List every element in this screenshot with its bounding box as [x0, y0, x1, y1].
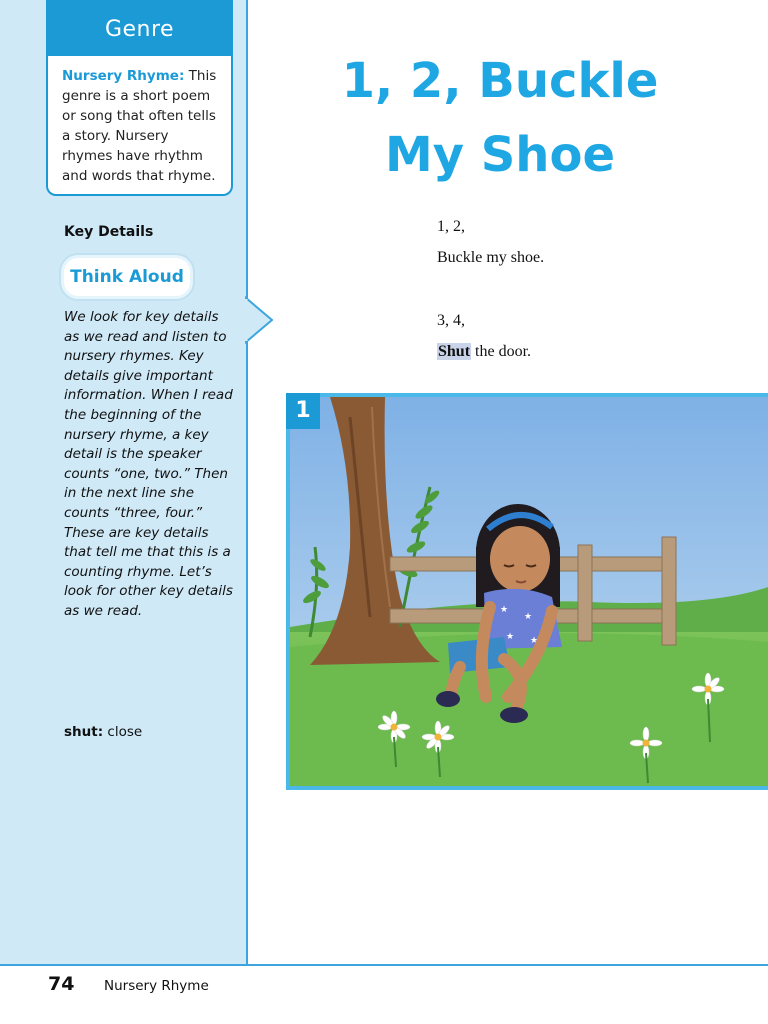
vocabulary-note: [64, 724, 142, 740]
title-line-1: 1, 2, Buckle: [341, 53, 659, 109]
page-title: [270, 44, 730, 192]
sidebar: [0, 0, 248, 965]
poem-line-2: Buckle my shoe.: [437, 249, 545, 266]
svg-text:★: ★: [530, 636, 539, 646]
think-aloud-text: We look for key details as we read and listen to nursery rhymes. Key details give important information. When I read the beginning of the nursery rhyme, a key detail is the speaker counts “one, two.” Then in the next line she counts “three, four.” These are key details that tell me that this is a counting rhyme. Let’s look for other key details as we read.: [64, 309, 233, 619]
vocabulary-term: shut:: [64, 724, 104, 740]
genre-definition: [48, 56, 231, 186]
footer-label: Nursery Rhyme: [104, 978, 209, 994]
genre-heading: Genre: [48, 0, 231, 56]
vocabulary-definition: close: [103, 724, 143, 740]
poem-line-4: [437, 343, 531, 361]
think-aloud-badge: Think Aloud: [64, 258, 190, 296]
genre-definition-text: This genre is a short poem or song that often tells a story. Nursery rhymes have rhythm and words that rhyme.: [62, 68, 217, 184]
key-details-heading: Key Details: [64, 224, 154, 240]
poem-line-1: 1, 2,: [437, 218, 465, 235]
genre-term: Nursery Rhyme:: [62, 68, 185, 84]
footer-divider: [0, 964, 768, 966]
illustration-number-badge: 1: [286, 393, 320, 429]
genre-box: [46, 0, 233, 196]
poem-line-3: 3, 4,: [437, 312, 465, 329]
illustration-girl-buckling-shoe: [286, 393, 768, 790]
svg-text:★: ★: [524, 612, 533, 622]
svg-text:★: ★: [500, 605, 509, 615]
illustration-art: [290, 397, 768, 790]
poem-line-4-rest: the door.: [471, 343, 532, 360]
vocabulary-highlight[interactable]: Shut: [438, 343, 471, 360]
page-number: 74: [48, 973, 75, 995]
svg-text:★: ★: [542, 626, 551, 636]
svg-text:★: ★: [506, 632, 515, 642]
title-line-2: My Shoe: [384, 127, 616, 183]
